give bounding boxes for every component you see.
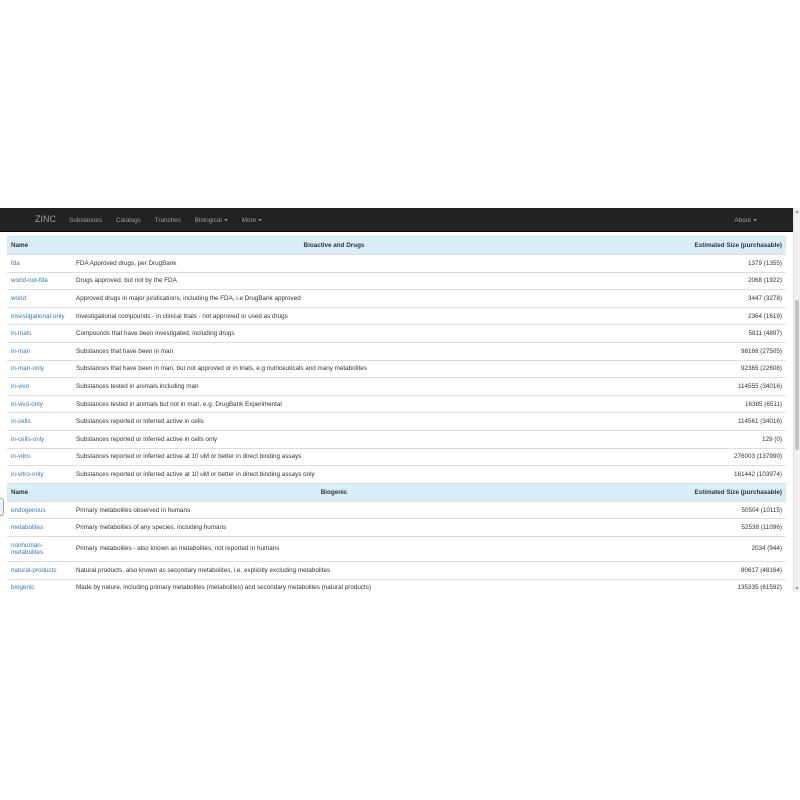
subset-size: 98168 (27505): [596, 342, 786, 360]
subset-size: 92365 (22608): [596, 360, 786, 378]
nav-dropdown-biological-label: Biological: [194, 216, 222, 224]
subset-description: Substances tested in animals but not in man, e.g. DrugBank Experimental: [72, 395, 596, 413]
subset-link[interactable]: biogenic: [11, 584, 35, 592]
table-row: [7, 342, 786, 360]
subset-size: 2034 (944): [596, 536, 786, 561]
brand-logo[interactable]: ZINC: [35, 214, 56, 224]
subset-description: Substances that have been in man, but not approved or in trials, e.g nutriceuticals and many metabolites: [72, 360, 596, 378]
subset-name-cell: [7, 501, 72, 519]
nav-links: [69, 208, 276, 232]
table-row: [7, 272, 786, 290]
scroll-up-arrow-icon[interactable]: [795, 210, 799, 213]
subset-description: Natural products, also known as secondary metabolites, i.e. explicitly excluding metabolites: [72, 561, 596, 579]
subset-name-cell: [7, 325, 72, 343]
subset-link[interactable]: in-man: [11, 347, 31, 355]
nav-right: [735, 208, 757, 232]
subset-link[interactable]: in-vitro: [11, 453, 30, 461]
subset-size: 3447 (3278): [596, 290, 786, 308]
subset-table-body: [7, 237, 786, 593]
table-row: [7, 519, 786, 537]
subset-name-cell: [7, 342, 72, 360]
subset-name-cell: [7, 466, 72, 484]
table-row: [7, 561, 786, 579]
subset-description: Approved drugs in major juridications, including the FDA, i.e DrugBank approved: [72, 290, 596, 308]
nav-dropdown-about[interactable]: [735, 217, 757, 224]
browser-viewport: [0, 208, 800, 592]
table-header-row: [7, 237, 786, 255]
subset-description: Substances reported or inferred active at 10 uM or better in direct binding assays: [72, 448, 596, 466]
subset-link[interactable]: world: [11, 294, 27, 302]
column-header-size: Estimated Size (purchasable): [596, 237, 786, 255]
table-row: [7, 307, 786, 325]
top-navbar: [0, 208, 793, 232]
subset-size: 50504 (10115): [596, 501, 786, 519]
subset-name-cell: [7, 579, 72, 592]
subset-link[interactable]: metabolites: [11, 524, 44, 532]
subset-link[interactable]: investigational-only: [11, 312, 65, 320]
table-row: [7, 466, 786, 484]
subset-size: 80617 (48164): [596, 561, 786, 579]
subset-size: 114561 (34016): [596, 413, 786, 431]
table-row: [7, 395, 786, 413]
table-row: [7, 536, 786, 561]
subset-description: Substances reported or inferred active at 10 uM or better in direct binding assays only: [72, 466, 596, 484]
subset-description: Substances reported or inferred active in cells only: [72, 430, 596, 448]
nav-dropdown-more-label: More: [241, 216, 257, 224]
subset-name-cell: [7, 272, 72, 290]
subset-description: Compounds that have been investigated, including drugs: [72, 325, 596, 343]
nav-dropdown-biological[interactable]: [195, 217, 228, 224]
nav-link-tranches[interactable]: Tranches: [154, 216, 181, 224]
subset-description: Substances tested in animals including man: [72, 378, 596, 396]
subset-name-cell: [7, 307, 72, 325]
table-row: [7, 378, 786, 396]
vertical-scrollbar[interactable]: [793, 208, 800, 592]
column-header-name: Name: [7, 483, 72, 501]
scroll-down-arrow-icon[interactable]: [795, 587, 799, 590]
subset-description: Primary metabolites - also known as metabolites, not reported in humans: [72, 536, 596, 561]
table-row: [7, 430, 786, 448]
subset-link[interactable]: in-man-only: [11, 365, 44, 373]
subset-name-cell: [7, 255, 72, 273]
subset-size: 161442 (103974): [596, 466, 786, 484]
subset-link[interactable]: in-vitro-only: [11, 470, 44, 478]
subset-link[interactable]: in-vivo: [11, 382, 30, 390]
subset-name-cell: [7, 395, 72, 413]
subset-description: Primary metabolites observed in humans: [72, 501, 596, 519]
subset-name-cell: [7, 413, 72, 431]
subset-link[interactable]: in-vivo-only: [11, 400, 43, 408]
column-header-size: Estimated Size (purchasable): [596, 483, 786, 501]
table-row: [7, 579, 786, 592]
table-row: [7, 448, 786, 466]
subset-size: 52538 (11096): [596, 519, 786, 537]
subset-size: 16385 (6511): [596, 395, 786, 413]
subset-name-cell: [7, 360, 72, 378]
subset-link[interactable]: in-cells: [11, 418, 31, 426]
nav-dropdown-more[interactable]: [242, 217, 262, 224]
nav-dropdown-about-label: About: [734, 216, 751, 224]
nav-link-substances[interactable]: Substances: [69, 216, 102, 224]
subset-size: 129 (0): [596, 430, 786, 448]
caret-down-icon: [258, 219, 262, 221]
subset-link[interactable]: in-trials: [11, 330, 32, 338]
subset-size: 1379 (1355): [596, 255, 786, 273]
subset-link[interactable]: in-cells-only: [11, 435, 45, 443]
subset-size: 2364 (1619): [596, 307, 786, 325]
subset-size: 135335 (61592): [596, 579, 786, 592]
subset-description: Substances reported or inferred active in cells: [72, 413, 596, 431]
subset-description: Investigational compounds - in clinical trials - not approved or used as drugs: [72, 307, 596, 325]
table-row: [7, 325, 786, 343]
table-row: [7, 413, 786, 431]
table-row: [7, 501, 786, 519]
subset-size: 5811 (4897): [596, 325, 786, 343]
table-row: [7, 360, 786, 378]
caret-down-icon: [753, 219, 757, 221]
scrollbar-thumb[interactable]: [795, 300, 799, 450]
subset-description: Substances that have been in man: [72, 342, 596, 360]
subset-description: FDA Approved drugs, per DrugBank: [72, 255, 596, 273]
subset-tables: [7, 236, 786, 592]
table-row: [7, 290, 786, 308]
nav-link-catalogs[interactable]: Catalogs: [115, 216, 141, 224]
subset-link[interactable]: endogenous: [11, 506, 46, 514]
subset-name-cell: [7, 430, 72, 448]
subset-link[interactable]: world-not-fda: [11, 277, 48, 285]
subset-size: 2068 (1922): [596, 272, 786, 290]
subset-link[interactable]: nonhuman-metabolites: [11, 541, 44, 556]
subset-table: [7, 236, 786, 592]
caret-down-icon: [224, 219, 228, 221]
subset-description: Primary metabolites of any species, including humans: [72, 519, 596, 537]
subset-name-cell: [7, 536, 72, 561]
subset-description: Drugs approved, but not by the FDA: [72, 272, 596, 290]
left-edge-handle[interactable]: [0, 498, 4, 516]
column-header-name: Name: [7, 237, 72, 255]
subset-description: Made by nature, including primary metabolites (metabolites) and secondary metabolites (natural products): [72, 579, 596, 592]
table-row: [7, 255, 786, 273]
subset-size: 114555 (34016): [596, 378, 786, 396]
table-header-row: [7, 483, 786, 501]
subset-link[interactable]: fda: [11, 259, 20, 267]
subset-name-cell: [7, 519, 72, 537]
subset-name-cell: [7, 378, 72, 396]
subset-link[interactable]: natural-products: [11, 566, 57, 574]
column-header-desc: Biogenic: [72, 483, 596, 501]
column-header-desc: Bioactive and Drugs: [72, 237, 596, 255]
subset-name-cell: [7, 561, 72, 579]
subset-name-cell: [7, 290, 72, 308]
subset-size: 276003 (137990): [596, 448, 786, 466]
subset-name-cell: [7, 448, 72, 466]
